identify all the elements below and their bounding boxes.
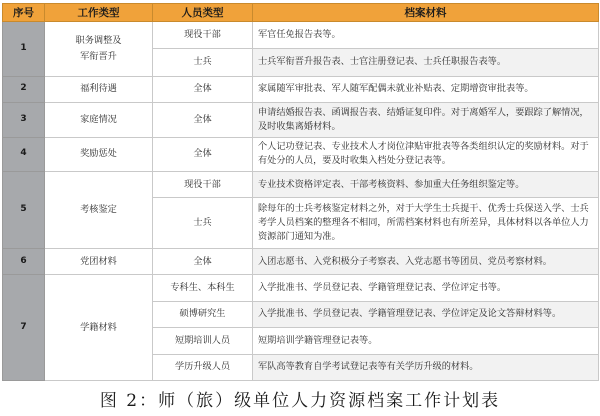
file-material-cell: 入学批准书、学员登记表、学籍管理登记表、学位评定书等。 — [253, 275, 599, 301]
seq-cell: 4 — [3, 137, 45, 171]
person-type-cell: 硕博研究生 — [153, 301, 253, 327]
person-type-cell: 全体 — [153, 103, 253, 137]
file-material-cell: 专业技术资格评定表、干部考核资料、参加重大任务组织鉴定等。 — [253, 172, 599, 198]
table-row — [3, 22, 599, 49]
seq-cell: 3 — [3, 103, 45, 137]
table-row — [3, 249, 599, 275]
work-type-cell: 职务调整及 军衔晋升 — [45, 22, 153, 77]
seq-cell: 6 — [3, 249, 45, 275]
work-type-cell: 家庭情况 — [45, 103, 153, 137]
person-type-cell: 短期培训人员 — [153, 328, 253, 354]
work-type-cell: 党团材料 — [45, 249, 153, 275]
table-row — [3, 103, 599, 137]
work-type-cell: 奖励惩处 — [45, 137, 153, 171]
seq-cell: 5 — [3, 172, 45, 249]
table-row — [3, 76, 599, 102]
file-material-cell: 家属随军审批表、军人随军配偶未就业补贴表、定期增资审批表等。 — [253, 76, 599, 102]
file-material-cell: 军官任免报告表等。 — [253, 22, 599, 49]
table-row — [3, 137, 599, 171]
file-material-cell: 入学批准书、学员登记表、学籍管理登记表、学位评定及论文答辩材料等。 — [253, 301, 599, 327]
file-material-cell: 短期培训学籍管理登记表等。 — [253, 328, 599, 354]
file-material-cell: 士兵军衔晋升报告表、士官注册登记表、士兵任职报告表等。 — [253, 49, 599, 76]
table-row — [3, 275, 599, 301]
archive-plan-table-wrapper — [2, 3, 598, 381]
person-type-cell: 士兵 — [153, 198, 253, 249]
file-material-cell: 申请结婚报告表、函调报告表、结婚证复印件。对于离婚军人，要跟踪了解情况，及时收集离婚材料。 — [253, 103, 599, 137]
header-seq: 序号 — [3, 4, 45, 22]
archive-plan-table — [2, 3, 599, 381]
seq-cell: 1 — [3, 22, 45, 77]
header-person-type: 人员类型 — [153, 4, 253, 22]
seq-cell: 7 — [3, 275, 45, 381]
seq-cell: 2 — [3, 76, 45, 102]
person-type-cell: 全体 — [153, 137, 253, 171]
work-type-cell: 福利待遇 — [45, 76, 153, 102]
table-header-row — [3, 4, 599, 22]
file-material-cell: 个人记功登记表、专业技术人才岗位津贴审批表等各类组织认定的奖励材料。对于有处分的人员，要及时收集入档处分登记表等。 — [253, 137, 599, 171]
person-type-cell: 全体 — [153, 249, 253, 275]
person-type-cell: 士兵 — [153, 49, 253, 76]
work-type-cell: 学籍材料 — [45, 275, 153, 381]
person-type-cell: 现役干部 — [153, 22, 253, 49]
person-type-cell: 现役干部 — [153, 172, 253, 198]
work-type-cell: 考核鉴定 — [45, 172, 153, 249]
person-type-cell: 专科生、本科生 — [153, 275, 253, 301]
person-type-cell: 学历升级人员 — [153, 354, 253, 380]
figure-caption: 图 2：师（旅）级单位人力资源档案工作计划表 — [99, 391, 501, 411]
table-row — [3, 172, 599, 198]
file-material-cell: 入团志愿书、入党积极分子考察表、入党志愿书等团员、党员考察材料。 — [253, 249, 599, 275]
header-file-material: 档案材料 — [253, 4, 599, 22]
file-material-cell: 军队高等教育自学考试登记表等有关学历升级的材料。 — [253, 354, 599, 380]
file-material-cell: 除每年的士兵考核鉴定材料之外，对于大学生士兵提干、优秀士兵保送入学、士兵考学人员档案的整理各不相同，所需档案材料也有所差异，具体材料以各单位人力资源部门通知为准。 — [253, 198, 599, 249]
header-work-type: 工作类型 — [45, 4, 153, 22]
person-type-cell: 全体 — [153, 76, 253, 102]
